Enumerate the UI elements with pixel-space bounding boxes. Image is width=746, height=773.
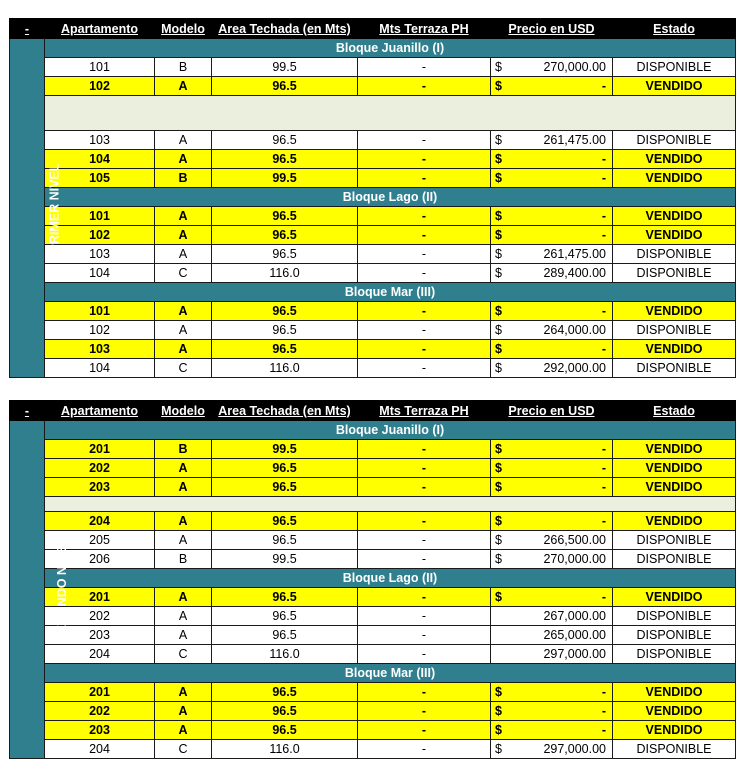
cell-precio [491,607,613,626]
cell-terraza: - [358,645,491,664]
currency-symbol: $ [495,533,502,547]
table-row [10,150,736,169]
price-value: 292,000.00 [543,361,606,375]
table-row [10,721,736,740]
currency-symbol: $ [495,266,502,280]
cell-apartamento: 105 [45,169,155,188]
block-title: Bloque Juanillo (I) [45,39,736,58]
table-row [10,302,736,321]
cell-precio [491,359,613,378]
cell-terraza: - [358,131,491,150]
cell-apartamento: 202 [45,459,155,478]
cell-modelo: A [155,77,212,96]
cell-estado: VENDIDO [613,440,736,459]
cell-area: 96.5 [212,150,358,169]
header-row [10,401,736,421]
cell-precio [491,340,613,359]
cell-estado: DISPONIBLE [613,359,736,378]
cell-precio [491,478,613,497]
cell-estado: DISPONIBLE [613,607,736,626]
currency-symbol: $ [495,209,502,223]
table-body [10,401,736,759]
cell-modelo: C [155,264,212,283]
price-value: - [601,461,606,475]
price-value: 261,475.00 [543,133,606,147]
cell-area: 99.5 [212,58,358,77]
table-row [10,588,736,607]
currency-symbol: $ [495,304,502,318]
currency-symbol: $ [495,60,502,74]
cell-terraza: - [358,626,491,645]
cell-modelo: A [155,150,212,169]
cell-estado: DISPONIBLE [613,531,736,550]
price-value: 289,400.00 [543,266,606,280]
cell-apartamento: 103 [45,131,155,150]
block-header-row [10,664,736,683]
cell-estado: VENDIDO [613,459,736,478]
table-row [10,226,736,245]
price-value: 297,000.00 [543,742,606,756]
table-row [10,207,736,226]
cell-apartamento: 201 [45,683,155,702]
currency-symbol: $ [495,461,502,475]
cell-precio [491,588,613,607]
cell-estado: DISPONIBLE [613,626,736,645]
header-row [10,19,736,39]
column-header-apartamento[interactable]: Apartamento [45,19,155,39]
cell-area: 96.5 [212,321,358,340]
price-value: - [601,723,606,737]
column-header-terraza[interactable]: Mts Terraza PH [358,401,491,421]
cell-area: 96.5 [212,302,358,321]
level-label [10,421,69,759]
cell-apartamento: 102 [45,321,155,340]
cell-terraza: - [358,58,491,77]
column-header-precio[interactable]: Precio en USD [491,19,613,39]
table-row [10,459,736,478]
cell-apartamento: 206 [45,550,155,569]
price-value: - [601,514,606,528]
cell-precio [491,302,613,321]
currency-symbol: $ [495,685,502,699]
currency-symbol: $ [495,152,502,166]
cell-modelo: A [155,478,212,497]
cell-modelo: B [155,440,212,459]
cell-apartamento: 102 [45,226,155,245]
cell-terraza: - [358,245,491,264]
table-row [10,264,736,283]
currency-symbol: $ [495,342,502,356]
price-value: 264,000.00 [543,323,606,337]
cell-apartamento: 204 [45,512,155,531]
cell-area: 99.5 [212,550,358,569]
currency-symbol: $ [495,480,502,494]
column-header-terraza[interactable]: Mts Terraza PH [358,19,491,39]
block-title: Bloque Mar (III) [45,664,736,683]
cell-apartamento: 205 [45,531,155,550]
cell-modelo: A [155,702,212,721]
cell-terraza: - [358,459,491,478]
currency-symbol: $ [495,514,502,528]
cell-area: 99.5 [212,440,358,459]
cell-apartamento: 202 [45,702,155,721]
cell-terraza: - [358,226,491,245]
cell-area: 96.5 [212,721,358,740]
table-row [10,702,736,721]
cell-area: 96.5 [212,207,358,226]
table-row [10,321,736,340]
cell-apartamento: 103 [45,340,155,359]
spacer-cell [45,96,736,131]
cell-terraza: - [358,359,491,378]
cell-terraza: - [358,740,491,759]
cell-apartamento: 203 [45,626,155,645]
cell-terraza: - [358,440,491,459]
table-row [10,131,736,150]
cell-terraza: - [358,340,491,359]
cell-precio [491,626,613,645]
column-header-dash[interactable]: - [10,19,45,39]
cell-estado: DISPONIBLE [613,58,736,77]
cell-area: 96.5 [212,702,358,721]
currency-symbol: $ [495,742,502,756]
price-value: 297,000.00 [543,647,606,661]
cell-modelo: C [155,359,212,378]
table-row [10,245,736,264]
price-value: - [601,442,606,456]
cell-precio [491,207,613,226]
cell-estado: VENDIDO [613,302,736,321]
cell-modelo: A [155,302,212,321]
currency-symbol: $ [495,323,502,337]
cell-modelo: C [155,645,212,664]
cell-precio [491,645,613,664]
cell-precio [491,683,613,702]
price-value: - [601,209,606,223]
cell-terraza: - [358,588,491,607]
cell-apartamento: 203 [45,721,155,740]
level-label-text: SEGUNDO NIVEL [54,537,69,642]
table-row [10,550,736,569]
cell-estado: DISPONIBLE [613,264,736,283]
currency-symbol: $ [495,552,502,566]
cell-modelo: A [155,226,212,245]
cell-terraza: - [358,721,491,740]
cell-modelo: A [155,512,212,531]
price-value: - [601,704,606,718]
cell-modelo: B [155,169,212,188]
cell-estado: VENDIDO [613,207,736,226]
cell-area: 96.5 [212,245,358,264]
cell-precio [491,169,613,188]
cell-precio [491,550,613,569]
table-row [10,645,736,664]
currency-symbol: $ [495,590,502,604]
cell-precio [491,245,613,264]
table-row [10,607,736,626]
currency-symbol: $ [495,228,502,242]
cell-precio [491,150,613,169]
cell-area: 96.5 [212,626,358,645]
cell-terraza: - [358,302,491,321]
cell-modelo: B [155,58,212,77]
table-row [10,740,736,759]
cell-precio [491,740,613,759]
cell-estado: DISPONIBLE [613,245,736,264]
cell-estado: VENDIDO [613,226,736,245]
price-table-primer-nivel [9,18,736,378]
cell-estado: VENDIDO [613,588,736,607]
cell-apartamento: 203 [45,478,155,497]
table-row [10,626,736,645]
cell-estado: DISPONIBLE [613,550,736,569]
column-header-area[interactable]: Area Techada (en Mts) [212,401,358,421]
cell-precio [491,321,613,340]
cell-estado: VENDIDO [613,150,736,169]
price-value: - [601,480,606,494]
cell-apartamento: 103 [45,245,155,264]
block-header-row [10,283,736,302]
cell-estado: VENDIDO [613,478,736,497]
table-body [10,19,736,378]
column-header-precio[interactable]: Precio en USD [491,401,613,421]
block-header-row [10,188,736,207]
cell-area: 96.5 [212,459,358,478]
cell-modelo: A [155,459,212,478]
level-label-text: PRIMER NIVEL [47,163,62,253]
block-title: Bloque Juanillo (I) [45,421,736,440]
cell-precio [491,512,613,531]
cell-estado: VENDIDO [613,721,736,740]
cell-terraza: - [358,683,491,702]
cell-modelo: A [155,588,212,607]
cell-terraza: - [358,169,491,188]
cell-area: 99.5 [212,169,358,188]
block-title: Bloque Lago (II) [45,569,736,588]
block-title: Bloque Mar (III) [45,283,736,302]
price-value: 270,000.00 [543,60,606,74]
cell-apartamento: 104 [45,150,155,169]
cell-precio [491,440,613,459]
cell-modelo: A [155,245,212,264]
cell-apartamento: 101 [45,58,155,77]
price-value: 267,000.00 [543,609,606,623]
cell-precio [491,58,613,77]
price-value: - [601,342,606,356]
cell-precio [491,131,613,150]
currency-symbol: $ [495,247,502,261]
cell-apartamento: 102 [45,77,155,96]
spacer-cell [45,497,736,512]
price-value: 261,475.00 [543,247,606,261]
cell-estado: DISPONIBLE [613,645,736,664]
cell-apartamento: 201 [45,440,155,459]
price-value: 270,000.00 [543,552,606,566]
price-value: - [601,590,606,604]
table-row [10,440,736,459]
spacer-row [10,96,736,131]
price-value: 266,500.00 [543,533,606,547]
cell-apartamento: 101 [45,302,155,321]
cell-modelo: A [155,340,212,359]
cell-area: 96.5 [212,340,358,359]
cell-terraza: - [358,264,491,283]
cell-modelo: A [155,721,212,740]
cell-terraza: - [358,531,491,550]
currency-symbol: $ [495,442,502,456]
cell-apartamento: 202 [45,607,155,626]
cell-terraza: - [358,702,491,721]
spacer-row [10,497,736,512]
cell-area: 96.5 [212,226,358,245]
currency-symbol: $ [495,704,502,718]
level-label [10,39,62,378]
cell-apartamento: 104 [45,359,155,378]
price-value: - [601,152,606,166]
cell-modelo: A [155,131,212,150]
cell-apartamento: 101 [45,207,155,226]
cell-apartamento: 201 [45,588,155,607]
cell-area: 96.5 [212,512,358,531]
block-title: Bloque Lago (II) [45,188,736,207]
cell-area: 116.0 [212,264,358,283]
column-header-modelo[interactable]: Modelo [155,401,212,421]
block-header-row [10,39,736,58]
cell-estado: VENDIDO [613,340,736,359]
price-value: - [601,685,606,699]
cell-estado: VENDIDO [613,683,736,702]
table-row [10,77,736,96]
column-header-estado[interactable]: Estado [613,19,736,39]
price-table-segundo-nivel [9,400,736,759]
cell-area: 96.5 [212,683,358,702]
cell-estado: DISPONIBLE [613,131,736,150]
block-header-row [10,421,736,440]
cell-precio [491,77,613,96]
currency-symbol: $ [495,723,502,737]
cell-area: 96.5 [212,77,358,96]
cell-terraza: - [358,321,491,340]
cell-terraza: - [358,150,491,169]
cell-modelo: A [155,683,212,702]
currency-symbol: $ [495,79,502,93]
cell-estado: DISPONIBLE [613,740,736,759]
cell-precio [491,226,613,245]
table-row [10,169,736,188]
price-value: - [601,228,606,242]
cell-terraza: - [358,77,491,96]
cell-precio [491,459,613,478]
cell-modelo: A [155,531,212,550]
cell-apartamento: 104 [45,264,155,283]
cell-terraza: - [358,478,491,497]
cell-terraza: - [358,207,491,226]
cell-area: 96.5 [212,607,358,626]
cell-area: 116.0 [212,740,358,759]
currency-symbol: $ [495,361,502,375]
cell-modelo: A [155,207,212,226]
cell-estado: VENDIDO [613,512,736,531]
price-value: - [601,171,606,185]
cell-estado: DISPONIBLE [613,321,736,340]
price-value: - [601,79,606,93]
currency-symbol: $ [495,171,502,185]
table-row [10,58,736,77]
cell-modelo: A [155,626,212,645]
price-value: 265,000.00 [543,628,606,642]
cell-estado: VENDIDO [613,702,736,721]
table-row [10,531,736,550]
cell-area: 116.0 [212,359,358,378]
cell-estado: VENDIDO [613,77,736,96]
cell-modelo: A [155,607,212,626]
cell-area: 96.5 [212,588,358,607]
column-header-dash[interactable]: - [10,401,45,421]
table-row [10,478,736,497]
cell-area: 96.5 [212,478,358,497]
block-header-row [10,569,736,588]
table-row [10,683,736,702]
cell-estado: VENDIDO [613,169,736,188]
column-header-estado[interactable]: Estado [613,401,736,421]
cell-terraza: - [358,607,491,626]
currency-symbol: $ [495,133,502,147]
cell-precio [491,264,613,283]
column-header-modelo[interactable]: Modelo [155,19,212,39]
cell-precio [491,702,613,721]
table-row [10,359,736,378]
price-value: - [601,304,606,318]
cell-area: 96.5 [212,531,358,550]
cell-modelo: A [155,321,212,340]
cell-area: 116.0 [212,645,358,664]
cell-terraza: - [358,512,491,531]
cell-area: 96.5 [212,131,358,150]
cell-precio [491,531,613,550]
cell-terraza: - [358,550,491,569]
table-row [10,340,736,359]
cell-apartamento: 204 [45,645,155,664]
cell-apartamento: 204 [45,740,155,759]
cell-precio [491,721,613,740]
column-header-apartamento[interactable]: Apartamento [45,401,155,421]
table-row [10,512,736,531]
column-header-area[interactable]: Area Techada (en Mts) [212,19,358,39]
cell-modelo: B [155,550,212,569]
cell-modelo: C [155,740,212,759]
